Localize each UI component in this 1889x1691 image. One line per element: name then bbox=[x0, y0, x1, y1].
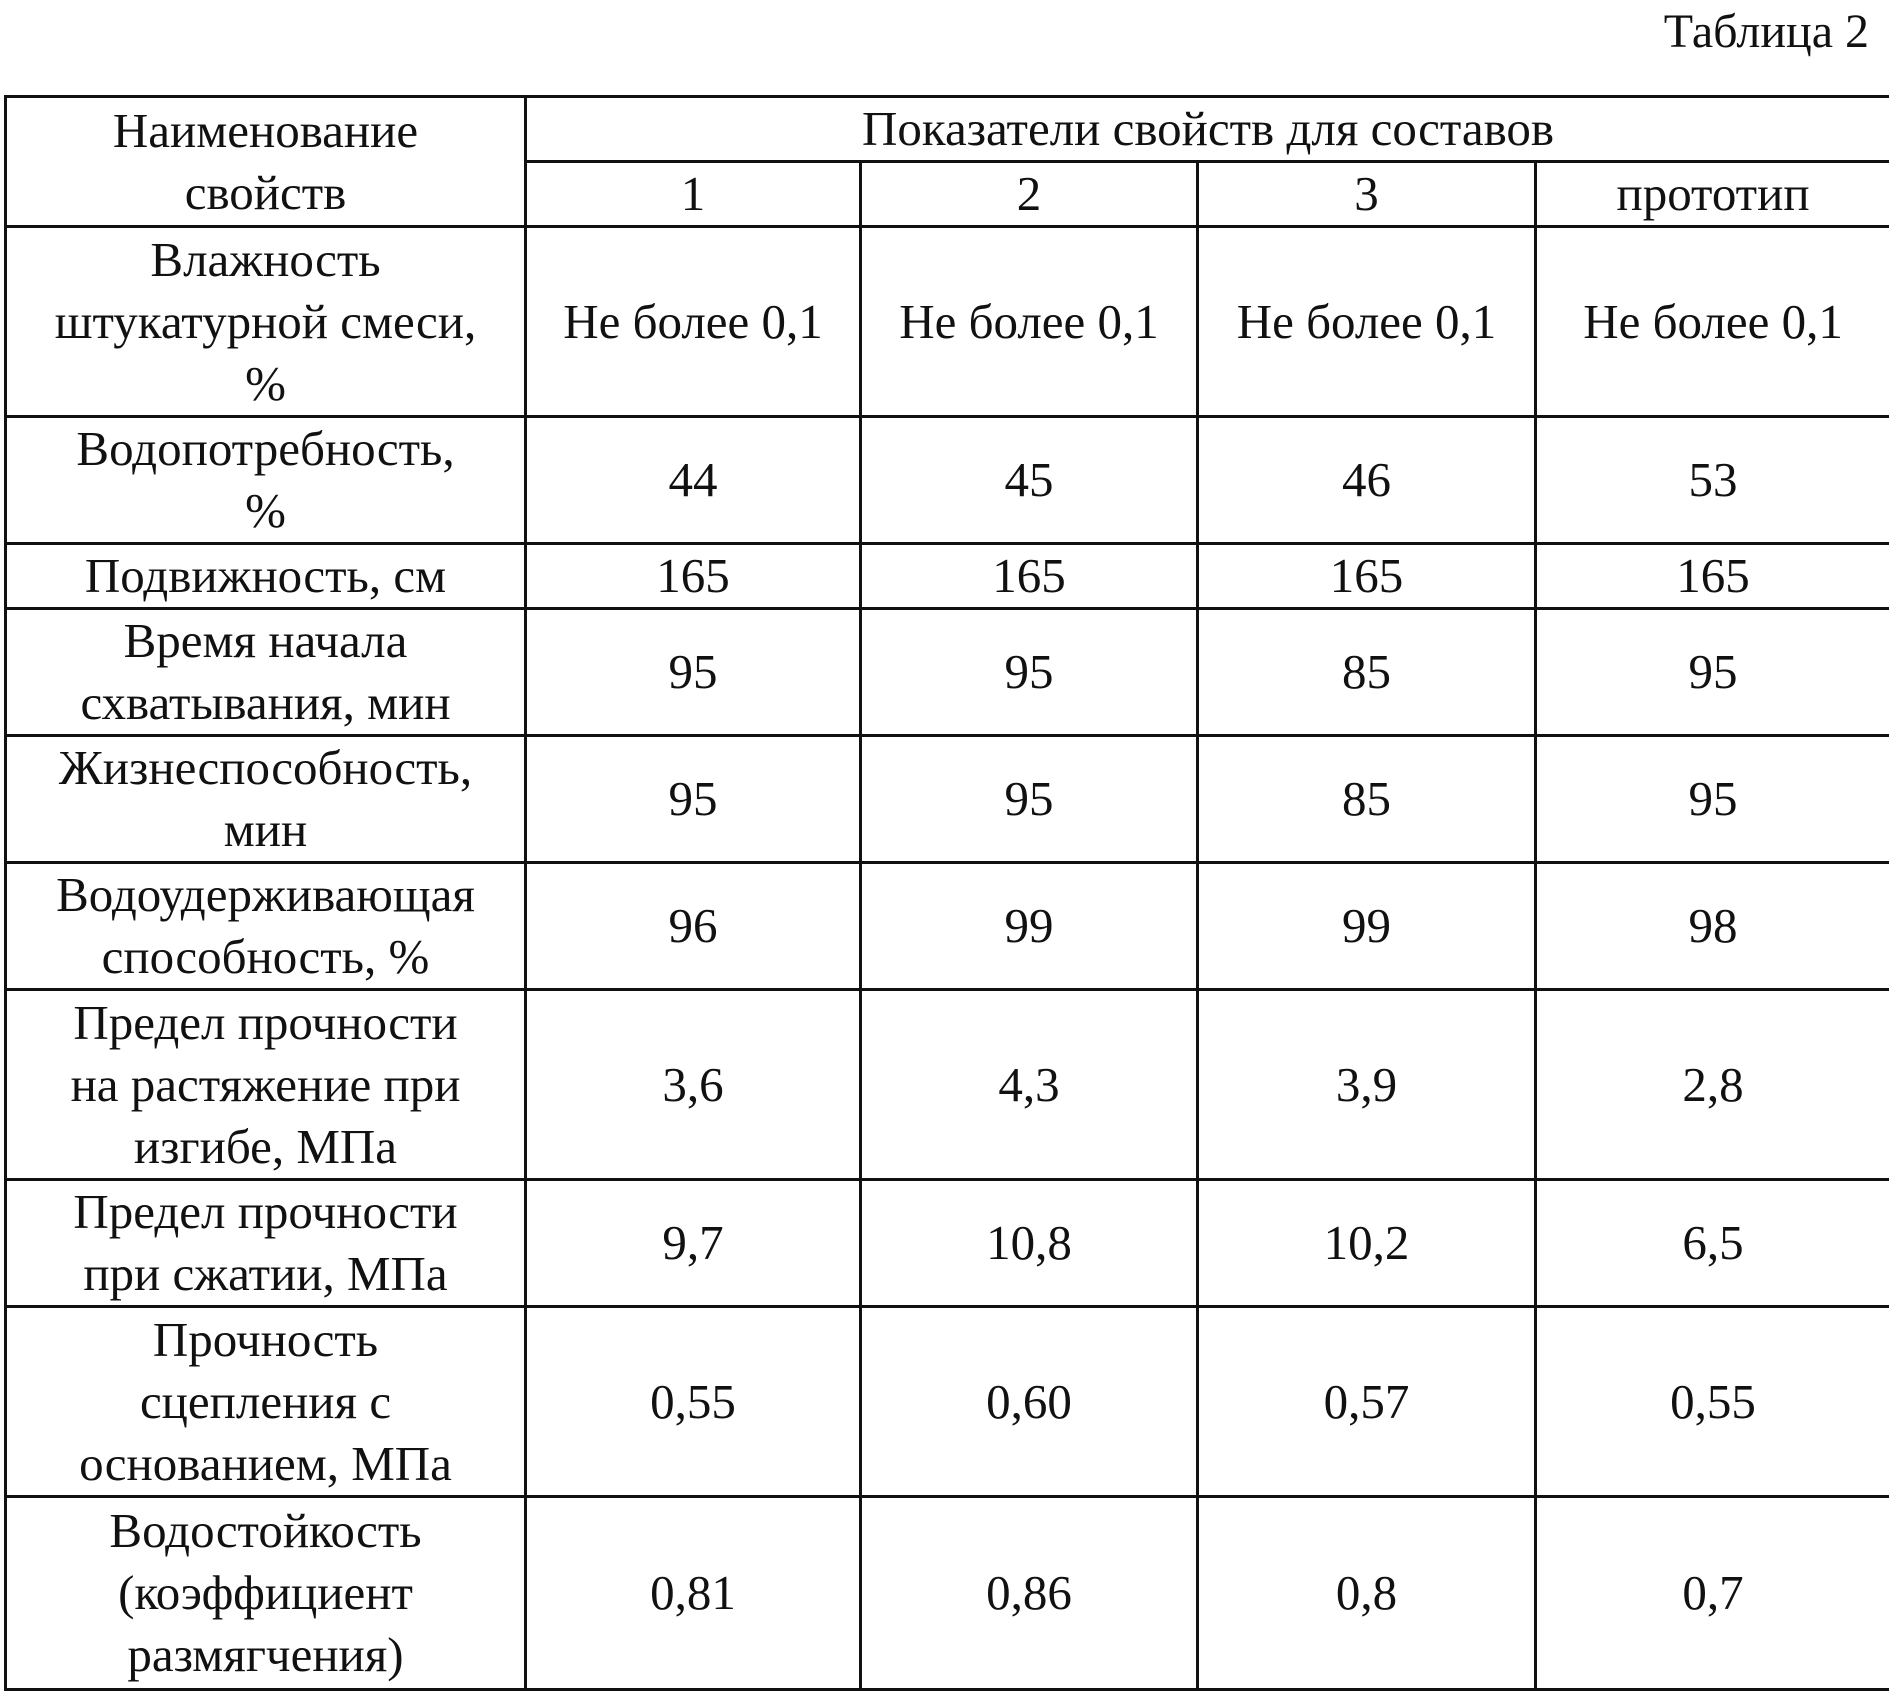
value-cell: Не более 0,1 bbox=[526, 227, 861, 417]
table-row bbox=[6, 1307, 1889, 1497]
value-cell: 95 bbox=[861, 736, 1198, 863]
property-name-line: (коэффициент bbox=[13, 1562, 518, 1624]
property-name-line: Водостойкость bbox=[13, 1500, 518, 1562]
property-name-line: Жизнеспособность, bbox=[13, 737, 518, 799]
property-name-cell bbox=[6, 1497, 526, 1690]
value-cell: 0,57 bbox=[1198, 1307, 1536, 1497]
value-cell: 165 bbox=[1536, 544, 1889, 609]
property-name-line: Водопотребность, bbox=[13, 418, 518, 480]
property-name-cell bbox=[6, 736, 526, 863]
value-cell: Не более 0,1 bbox=[861, 227, 1198, 417]
value-cell: 95 bbox=[861, 609, 1198, 736]
header-name-line: Наименование bbox=[13, 100, 518, 162]
property-name-line: Предел прочности bbox=[13, 1181, 518, 1243]
property-name-cell bbox=[6, 990, 526, 1180]
value-cell: 0,60 bbox=[861, 1307, 1198, 1497]
property-name-line: Влажность bbox=[13, 229, 518, 291]
property-name-line: Подвижность, см bbox=[13, 545, 518, 607]
value-cell: 95 bbox=[526, 609, 861, 736]
property-name-line: схватывания, мин bbox=[13, 672, 518, 734]
value-cell: 0,7 bbox=[1536, 1497, 1889, 1690]
property-name-cell bbox=[6, 544, 526, 609]
header-name-cell bbox=[6, 97, 526, 227]
table-row bbox=[6, 609, 1889, 736]
property-name-line: Прочность bbox=[13, 1309, 518, 1371]
property-name-line: сцепления с bbox=[13, 1371, 518, 1433]
property-name-line: основанием, МПа bbox=[13, 1433, 518, 1495]
value-cell: 45 bbox=[861, 417, 1198, 544]
property-name-line: % bbox=[13, 353, 518, 415]
value-cell: 2,8 bbox=[1536, 990, 1889, 1180]
value-cell: 85 bbox=[1198, 609, 1536, 736]
value-cell: Не более 0,1 bbox=[1536, 227, 1889, 417]
header-column-3: 3 bbox=[1198, 162, 1536, 227]
property-name-cell bbox=[6, 227, 526, 417]
property-name-line: % bbox=[13, 480, 518, 542]
value-cell: 165 bbox=[1198, 544, 1536, 609]
value-cell: 10,8 bbox=[861, 1180, 1198, 1307]
property-name-line: при сжатии, МПа bbox=[13, 1243, 518, 1305]
property-name-line: изгибе, МПа bbox=[13, 1116, 518, 1178]
value-cell: 3,9 bbox=[1198, 990, 1536, 1180]
value-cell: 95 bbox=[1536, 736, 1889, 863]
table-row bbox=[6, 1180, 1889, 1307]
value-cell: 44 bbox=[526, 417, 861, 544]
value-cell: Не более 0,1 bbox=[1198, 227, 1536, 417]
property-name-cell bbox=[6, 863, 526, 990]
property-name-line: Время начала bbox=[13, 610, 518, 672]
property-name-line: Водоудерживающая bbox=[13, 864, 518, 926]
property-name-line: Предел прочности bbox=[13, 992, 518, 1054]
table-row bbox=[6, 863, 1889, 990]
header-column-1: 1 bbox=[526, 162, 861, 227]
table-row bbox=[6, 417, 1889, 544]
value-cell: 95 bbox=[526, 736, 861, 863]
value-cell: 46 bbox=[1198, 417, 1536, 544]
value-cell: 85 bbox=[1198, 736, 1536, 863]
header-group-cell: Показатели свойств для составов bbox=[526, 97, 1889, 162]
value-cell: 96 bbox=[526, 863, 861, 990]
table-row bbox=[6, 227, 1889, 417]
table-caption: Таблица 2 bbox=[1664, 4, 1869, 60]
value-cell: 9,7 bbox=[526, 1180, 861, 1307]
header-column-prototype: прототип bbox=[1536, 162, 1889, 227]
property-name-cell bbox=[6, 417, 526, 544]
value-cell: 95 bbox=[1536, 609, 1889, 736]
property-name-line: на растяжение при bbox=[13, 1054, 518, 1116]
table-row bbox=[6, 736, 1889, 863]
value-cell: 0,55 bbox=[526, 1307, 861, 1497]
property-name-line: штукатурной смеси, bbox=[13, 291, 518, 353]
header-column-2: 2 bbox=[861, 162, 1198, 227]
value-cell: 0,8 bbox=[1198, 1497, 1536, 1690]
header-row bbox=[6, 97, 1889, 162]
value-cell: 98 bbox=[1536, 863, 1889, 990]
property-name-cell bbox=[6, 609, 526, 736]
value-cell: 4,3 bbox=[861, 990, 1198, 1180]
value-cell: 0,81 bbox=[526, 1497, 861, 1690]
value-cell: 6,5 bbox=[1536, 1180, 1889, 1307]
table-row bbox=[6, 990, 1889, 1180]
value-cell: 0,86 bbox=[861, 1497, 1198, 1690]
properties-table bbox=[4, 95, 1889, 1691]
property-name-line: размягчения) bbox=[13, 1624, 518, 1686]
table-row bbox=[6, 544, 1889, 609]
property-name-cell bbox=[6, 1307, 526, 1497]
value-cell: 0,55 bbox=[1536, 1307, 1889, 1497]
value-cell: 99 bbox=[1198, 863, 1536, 990]
value-cell: 10,2 bbox=[1198, 1180, 1536, 1307]
value-cell: 99 bbox=[861, 863, 1198, 990]
property-name-line: способность, % bbox=[13, 926, 518, 988]
property-name-cell bbox=[6, 1180, 526, 1307]
header-name-line: свойств bbox=[13, 162, 518, 224]
value-cell: 165 bbox=[526, 544, 861, 609]
value-cell: 3,6 bbox=[526, 990, 861, 1180]
value-cell: 165 bbox=[861, 544, 1198, 609]
table-row bbox=[6, 1497, 1889, 1690]
property-name-line: мин bbox=[13, 799, 518, 861]
value-cell: 53 bbox=[1536, 417, 1889, 544]
